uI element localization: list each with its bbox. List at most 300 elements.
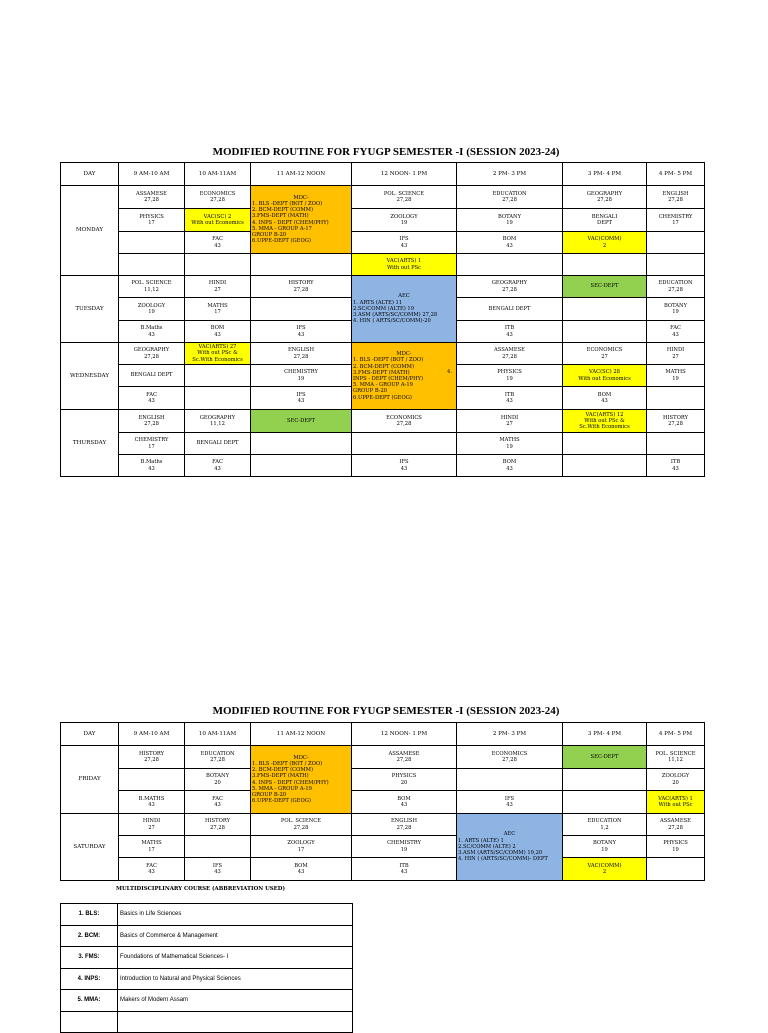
class-cell — [647, 321, 705, 343]
block-item: 1. ARTS (ALTE) 11 — [353, 299, 403, 306]
class-cell — [457, 746, 563, 769]
class-cell — [647, 365, 705, 387]
subject-label: EDUCATION — [587, 818, 622, 825]
class-cell — [251, 343, 352, 365]
room-label: 27,28 — [502, 286, 517, 293]
subject-label: B.Maths — [140, 459, 163, 466]
header-row — [61, 163, 705, 186]
room-label: 27,28 — [668, 421, 683, 427]
mdc-item-number: 4. — [447, 369, 452, 375]
empty-cell — [647, 254, 705, 276]
room-label: 17 — [214, 309, 221, 315]
vac-cell — [185, 209, 251, 232]
subject-label: VAC(ARTS) 12 — [585, 411, 624, 418]
room-label: 19 — [672, 846, 679, 853]
class-cell — [119, 455, 185, 477]
block-item: 4. INPS - DEPT (CHEM/PHY) — [252, 219, 329, 226]
day-monday: MONDAY — [61, 186, 119, 276]
room-label: 11,12 — [210, 421, 225, 427]
room-label: 27,28 — [144, 757, 159, 763]
subject-label: HINDI — [208, 280, 227, 287]
subject-label: EDUCATION — [200, 750, 235, 757]
room-label: 43 — [148, 802, 155, 808]
subject-label: VAC(SC) 28 — [589, 369, 620, 376]
class-cell — [119, 186, 185, 209]
class-cell — [185, 232, 251, 254]
subject-label: POL. SCIENCE — [655, 750, 696, 757]
subject-label: CHEMISTRY — [658, 213, 693, 220]
empty-cell — [251, 455, 352, 477]
subject-label: MATHS — [207, 302, 228, 309]
class-cell — [119, 858, 185, 881]
subject-label: BOM — [502, 236, 517, 243]
class-cell — [563, 186, 647, 209]
subject-label: SEC-DEPT — [590, 283, 619, 290]
class-cell — [647, 209, 705, 232]
room-label: 27,28 — [210, 197, 225, 203]
class-cell — [352, 232, 457, 254]
room-label: 27,28 — [396, 824, 412, 831]
block-item: 6.UPPE-DEPT (GEOG) — [252, 798, 311, 805]
subject-label: ZOOLOGY — [661, 773, 690, 780]
room-label: 17 — [148, 220, 155, 226]
header-slot: 11 AM-12 NOON — [251, 163, 352, 186]
room-label: 43 — [214, 465, 221, 472]
abbr-row — [61, 968, 353, 990]
sec-cell — [251, 410, 352, 433]
room-label: 43 — [297, 869, 305, 875]
subject-label: GEOGRAPHY — [586, 190, 623, 197]
page-title: MODIFIED ROUTINE FOR FYUGP SEMESTER -I (SESSION 2023-24) — [212, 705, 560, 717]
block-item: 6.UPPE-DEPT (GEOG) — [353, 394, 412, 401]
subject-label: FAC — [146, 391, 157, 398]
subject-label: HISTORY — [204, 818, 230, 825]
room-label: 19 — [400, 846, 408, 853]
room-label: 43 — [297, 331, 305, 338]
mdc-cell — [251, 186, 352, 254]
room-label: 43 — [506, 242, 513, 249]
subject-label: ENGLISH — [662, 190, 689, 197]
room-label: With out PSc & — [584, 417, 625, 424]
class-cell — [352, 858, 457, 881]
room-label: With out PSc — [386, 264, 422, 271]
subject-label: CHEMISTRY — [387, 840, 421, 847]
subject-label: IFS — [399, 459, 409, 466]
class-cell — [647, 455, 705, 477]
class-cell — [185, 814, 251, 836]
class-cell — [352, 410, 457, 433]
room-label: 27,28 — [144, 197, 159, 203]
block-item: 3.FMS-DEPT (MATH) — [353, 369, 410, 376]
block-item: 6.UPPE-DEPT (GEOG) — [252, 238, 311, 245]
room-label: 19 — [148, 309, 155, 315]
abbr-key — [61, 1011, 118, 1033]
block-heading: AEC — [503, 831, 516, 838]
subject-label: POL. SCIENCE — [131, 280, 172, 287]
subject-label: MATHS — [499, 437, 520, 444]
sec-cell — [563, 276, 647, 298]
class-cell — [251, 814, 352, 836]
header-slot: 4 PM- 5 PM — [647, 723, 705, 746]
room-label: Sc.With Economics — [192, 356, 243, 363]
room-label: 19 — [672, 375, 679, 382]
subject-label: ECONOMICS — [586, 347, 623, 354]
room-label: 43 — [506, 398, 513, 404]
subject-label: FAC — [146, 862, 157, 869]
subject-label: ZOOLOGY — [390, 213, 418, 220]
class-cell — [119, 343, 185, 365]
class-cell — [457, 186, 563, 209]
abbr-row — [61, 990, 353, 1012]
room-label: 43 — [214, 802, 221, 808]
room-label: 19 — [400, 220, 408, 226]
class-cell — [251, 387, 352, 410]
room-label: 27,28 — [668, 286, 683, 293]
empty-cell — [647, 387, 705, 410]
class-cell — [563, 387, 647, 410]
subject-label: ASSAMESE — [494, 347, 525, 354]
class-cell — [119, 791, 185, 814]
block-item: 2.SC/COMM (ALTE) 2 — [458, 843, 516, 850]
class-cell — [563, 814, 647, 836]
abbr-row — [61, 947, 353, 969]
routine-table-2 — [60, 722, 705, 881]
room-label: 27 — [506, 421, 513, 427]
room-label: 43 — [214, 242, 221, 249]
room-label: 19 — [506, 443, 513, 450]
subject-label: EDUCATION — [492, 190, 527, 197]
empty-cell — [251, 254, 352, 276]
subject-label: GEOGRAPHY — [133, 347, 170, 354]
abbr-row — [61, 925, 353, 947]
block-heading: MDC- — [293, 754, 309, 761]
subject-label: HINDI — [142, 818, 161, 825]
room-label: 43 — [506, 802, 513, 808]
block-item: 3.ASM (ARTS/SC/COMM) 19,20 — [458, 850, 543, 857]
class-cell — [647, 343, 705, 365]
header-slot: 2 PM- 3 PM — [457, 723, 563, 746]
subject-label: SEC-DEPT — [287, 417, 315, 424]
subject-label: IFS — [504, 795, 515, 802]
page-title: MODIFIED ROUTINE FOR FYUGP SEMESTER -I (SESSION 2023-24) — [212, 146, 560, 158]
day-wednesday: WEDNESDAY — [61, 343, 119, 410]
room-label: 43 — [214, 331, 221, 338]
block-item: 3.ASM (ARTS/SC/COMM) 27,28 — [353, 312, 438, 319]
room-label: 27,28 — [210, 757, 225, 763]
block-item: 3.FMS-DEPT (MATH) — [252, 213, 309, 220]
header-slot: 11 AM-12 NOON — [251, 723, 352, 746]
class-cell — [457, 321, 563, 343]
abbreviation-title: MULTIDISCIPLINARY COURSE (ABBREVIATION USED) — [116, 886, 285, 892]
room-label: 20 — [400, 779, 408, 786]
subject-label: ITB — [504, 325, 515, 332]
vac-cell — [185, 343, 251, 365]
abbreviation-table — [60, 903, 353, 1033]
class-cell — [457, 343, 563, 365]
room-label: With out Economics — [191, 220, 244, 226]
block-heading: MDC- — [293, 194, 309, 201]
subject-label: POL. SCIENCE — [280, 818, 322, 825]
subject-label: ECONOMICS — [199, 190, 236, 197]
header-slot: 3 PM- 4 PM — [563, 163, 647, 186]
class-cell — [251, 321, 352, 343]
abbr-key: 4. INPS: — [61, 968, 118, 990]
class-cell — [457, 232, 563, 254]
block-item: 1. BLS -DEPT (BOT / ZOO) — [353, 357, 424, 364]
subject-label: BENGALI DEPT — [196, 440, 239, 447]
abbr-row — [61, 1011, 353, 1033]
subject-label: SEC-DEPT — [590, 753, 619, 760]
room-label: 43 — [672, 465, 679, 472]
room-label: 19 — [506, 220, 513, 226]
class-cell — [119, 814, 185, 836]
room-label: 27 — [214, 286, 221, 293]
empty-cell — [251, 298, 352, 321]
class-cell — [352, 791, 457, 814]
room-label: 27,28 — [396, 757, 412, 763]
vac-cell — [563, 410, 647, 433]
room-label: 43 — [214, 869, 221, 875]
class-cell — [251, 836, 352, 858]
empty-cell — [119, 254, 185, 276]
empty-cell — [563, 791, 647, 814]
empty-cell — [185, 836, 251, 858]
subject-label: IFS — [399, 236, 409, 243]
class-cell — [119, 836, 185, 858]
subject-label: BOTANY — [592, 840, 617, 847]
class-cell — [352, 836, 457, 858]
room-label: 17 — [672, 220, 679, 226]
subject-label: VAC(COMM) — [587, 236, 622, 243]
subject-label: BOTANY — [205, 773, 230, 780]
aec-cell — [457, 814, 563, 881]
class-cell — [185, 433, 251, 455]
class-cell — [647, 746, 705, 769]
block-item: 4. INPS - DEPT (CHEM/PHY) — [252, 779, 329, 786]
class-cell — [352, 814, 457, 836]
room-label: 19 — [672, 309, 679, 315]
abbr-key: 3. FMS: — [61, 947, 118, 969]
class-cell — [119, 433, 185, 455]
room-label: 43 — [148, 869, 155, 875]
subject-label: FAC — [212, 459, 223, 466]
subject-label: FAC — [212, 236, 223, 243]
vac-cell — [563, 858, 647, 881]
subject-label: IFS — [212, 862, 223, 869]
subject-label: B.MATHS — [138, 795, 165, 802]
subject-label: ENGLISH — [138, 414, 165, 421]
class-cell — [185, 455, 251, 477]
room-label: 43 — [506, 331, 513, 338]
mdc-cell — [352, 343, 457, 410]
subject-label: EDUCATION — [658, 280, 693, 287]
class-cell — [185, 858, 251, 881]
subject-label: HISTORY — [138, 750, 164, 757]
room-label: 27,28 — [502, 353, 517, 360]
room-label: 27,28 — [293, 286, 309, 293]
room-label: 27,28 — [396, 197, 412, 203]
class-cell — [119, 365, 185, 387]
room-label: 11,12 — [668, 757, 683, 763]
block-item: INPS - DEPT (CHEM/PHY) — [353, 376, 424, 382]
subject-label: ZOOLOGY — [287, 840, 315, 847]
subject-label: ASSAMESE — [388, 750, 420, 757]
subject-label: ASSAMESE — [660, 818, 691, 825]
room-label: 27,28 — [210, 824, 225, 831]
class-cell — [647, 276, 705, 298]
header-slot: 3 PM- 4 PM — [563, 723, 647, 746]
room-label: 20 — [672, 779, 679, 786]
room-label: With out PSc — [658, 802, 693, 808]
block-item: 2. BCM-DEPT (COMM) — [252, 767, 313, 774]
header-slot: 4 PM- 5 PM — [647, 163, 705, 186]
empty-cell — [563, 321, 647, 343]
block-item: 5. MMA - GROUP A-19 — [252, 785, 312, 792]
block-item: 5. MMA - GROUP A-19 — [353, 382, 413, 389]
subject-label: PHYSICS — [663, 840, 688, 847]
room-label: 27,28 — [502, 197, 517, 203]
subject-label: ZOOLOGY — [137, 302, 166, 309]
subject-label: MATHS — [141, 840, 162, 847]
abbr-key: 5. MMA: — [61, 990, 118, 1012]
class-cell — [647, 814, 705, 836]
block-heading: AEC — [398, 293, 410, 300]
subject-label: VAC(ARTS) 1 — [658, 795, 693, 802]
class-cell — [352, 746, 457, 769]
class-cell — [119, 410, 185, 433]
subject-label: ITB — [670, 459, 681, 466]
room-label: 27,28 — [668, 824, 683, 831]
abbr-value: Introduction to Natural and Physical Sciences — [118, 968, 353, 990]
room-label: With out Economics — [578, 375, 631, 382]
block-item: 3.FMS-DEPT (MATH) — [252, 773, 309, 780]
room-label: Sc.With Economics — [579, 424, 630, 431]
subject-label: VAC(ARTS) 1 — [386, 258, 422, 265]
class-cell — [119, 321, 185, 343]
vac-cell — [647, 791, 705, 814]
room-label: 27,28 — [144, 421, 159, 427]
room-label: 43 — [148, 465, 155, 472]
header-slot: 10 AM-11AM — [185, 163, 251, 186]
empty-cell — [352, 433, 457, 455]
class-cell — [185, 276, 251, 298]
abbr-value: Basics in Life Sciences — [118, 904, 353, 926]
room-label: 27 — [148, 824, 155, 831]
class-cell — [352, 455, 457, 477]
empty-cell — [251, 433, 352, 455]
room-label: 19 — [506, 375, 513, 382]
block-item: 1. BLS -DEPT (BOT / ZOO) — [252, 200, 323, 207]
class-cell — [647, 836, 705, 858]
header-day: DAY — [61, 723, 119, 746]
abbr-value: Basics of Commerce & Management — [118, 925, 353, 947]
class-cell — [352, 209, 457, 232]
empty-cell — [185, 387, 251, 410]
class-cell — [647, 298, 705, 321]
class-cell — [185, 186, 251, 209]
empty-cell — [457, 769, 563, 791]
subject-label: ASSAMESE — [136, 190, 167, 197]
subject-label: ITB — [399, 862, 409, 869]
empty-cell — [563, 433, 647, 455]
class-cell — [185, 298, 251, 321]
class-cell — [119, 746, 185, 769]
block-item: GROUP B-20 — [252, 231, 287, 238]
abbr-value: Makers of Modern Assam — [118, 990, 353, 1012]
abbr-value — [118, 1011, 353, 1033]
sec-cell — [563, 746, 647, 769]
mdc-cell — [251, 746, 352, 814]
subject-label: ENGLISH — [287, 347, 315, 354]
subject-label: PHYSICS — [139, 213, 164, 220]
subject-label: HISTORY — [662, 414, 688, 421]
block-item: 5. MMA - GROUP A-17 — [252, 225, 312, 232]
subject-label: BOTANY — [497, 213, 522, 220]
room-label: 27,28 — [293, 353, 309, 360]
class-cell — [647, 769, 705, 791]
empty-cell — [563, 769, 647, 791]
subject-label: BENGALI DEPT — [130, 372, 173, 379]
subject-label: ENGLISH — [390, 818, 418, 825]
subject-label: BOM — [597, 391, 612, 398]
abbr-value: Foundations of Mathematical Sciences- I — [118, 947, 353, 969]
empty-cell — [647, 858, 705, 881]
subject-label: ECONOMICS — [491, 750, 528, 757]
empty-cell — [563, 254, 647, 276]
header-slot: 10 AM-11AM — [185, 723, 251, 746]
class-cell — [119, 276, 185, 298]
room-label: 43 — [400, 242, 408, 249]
subject-label: ITB — [504, 391, 515, 398]
class-cell — [185, 769, 251, 791]
subject-label: PHYSICS — [391, 773, 417, 780]
room-label: 11,12 — [144, 286, 159, 293]
block-heading: MDC- — [396, 351, 412, 358]
abbr-row — [61, 904, 353, 926]
block-item: GROUP B-20 — [353, 388, 388, 395]
empty-cell — [185, 254, 251, 276]
subject-label: VAC(SC) 2 — [203, 213, 232, 220]
day-friday: FRIDAY — [61, 746, 119, 814]
subject-label: GEOGRAPHY — [199, 414, 236, 421]
subject-label: IFS — [296, 325, 306, 332]
room-label: 19 — [297, 375, 305, 382]
room-label: 27,28 — [668, 197, 683, 203]
room-label: 27,28 — [293, 824, 309, 831]
day-thursday: THURSDAY — [61, 410, 119, 477]
room-label: 27,28 — [144, 353, 159, 360]
class-cell — [352, 769, 457, 791]
block-item: 2. BCM-DEPT (COMM) — [252, 207, 313, 214]
subject-label: BOM — [294, 862, 308, 869]
class-cell — [352, 186, 457, 209]
block-item: 1. ARTS (ALTE) 1 — [458, 837, 504, 844]
header-slot: 2 PM- 3 PM — [457, 163, 563, 186]
class-cell — [457, 433, 563, 455]
class-cell — [647, 410, 705, 433]
abbr-key: 1. BLS: — [61, 904, 118, 926]
class-cell — [185, 321, 251, 343]
subject-label: HINDI — [500, 414, 519, 421]
room-label: 43 — [148, 398, 155, 404]
subject-label: IFS — [296, 391, 306, 398]
class-cell — [647, 186, 705, 209]
class-cell — [457, 209, 563, 232]
subject-label: FAC — [670, 325, 681, 332]
subject-label: VAC(COMM) — [587, 862, 622, 869]
day-tuesday: TUESDAY — [61, 276, 119, 343]
room-label: 43 — [400, 869, 408, 875]
